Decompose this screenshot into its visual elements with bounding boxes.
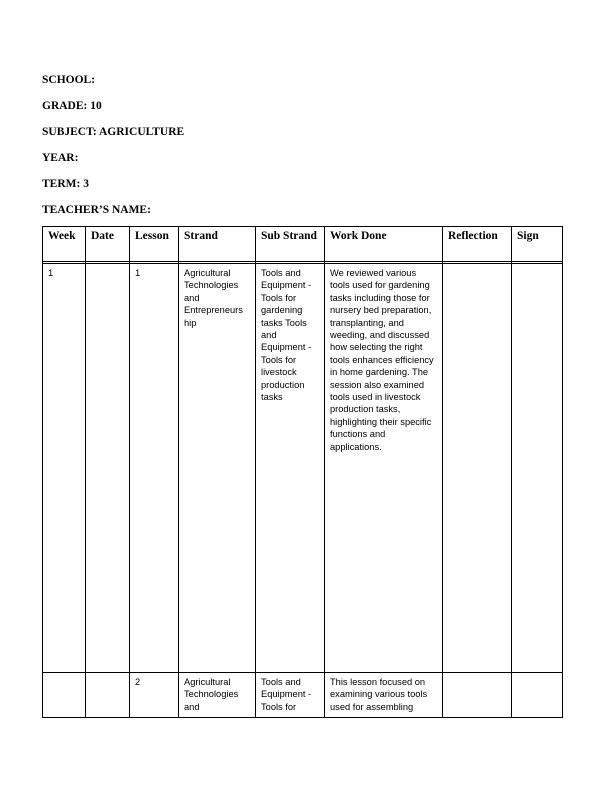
- reflection-cell: [443, 673, 512, 718]
- column-header-sign: Sign: [512, 227, 563, 262]
- lesson-cell: 1: [130, 264, 179, 673]
- date-cell: [86, 264, 130, 673]
- year-label: YEAR:: [42, 152, 79, 164]
- strand-cell: Agricultural Technologies and Entrepreneurs hip: [179, 264, 256, 673]
- school-label: SCHOOL:: [42, 74, 96, 86]
- subject-label: SUBJECT: AGRICULTURE: [42, 126, 185, 138]
- column-header-work-done: Work Done: [325, 227, 443, 262]
- column-header-reflection: Reflection: [443, 227, 512, 262]
- column-header-week: Week: [43, 227, 86, 262]
- column-header-strand: Strand: [179, 227, 256, 262]
- table-header-row: [43, 227, 563, 262]
- work-done-cell: This lesson focused on examining various tools used for assembling: [325, 673, 443, 718]
- table-row: [43, 264, 563, 673]
- column-header-date: Date: [86, 227, 130, 262]
- lesson-cell: 2: [130, 673, 179, 718]
- sign-cell: [512, 673, 563, 718]
- date-cell: [86, 673, 130, 718]
- grade-label: GRADE: 10: [42, 100, 102, 112]
- sub-strand-cell: Tools and Equipment - Tools for: [256, 673, 325, 718]
- term-label: TERM: 3: [42, 178, 89, 190]
- table-row: [43, 673, 563, 718]
- week-cell: 1: [43, 264, 86, 673]
- sub-strand-cell: Tools and Equipment - Tools for gardening tasks Tools and Equipment - Tools for livestock production tasks: [256, 264, 325, 673]
- sign-cell: [512, 264, 563, 673]
- column-header-sub-strand: Sub Strand: [256, 227, 325, 262]
- teacher-name-label: TEACHER’S NAME:: [42, 204, 151, 216]
- document-header: [42, 73, 184, 229]
- column-header-lesson: Lesson: [130, 227, 179, 262]
- reflection-cell: [443, 264, 512, 673]
- week-cell: [43, 673, 86, 718]
- strand-cell: Agricultural Technologies and: [179, 673, 256, 718]
- work-done-cell: We reviewed various tools used for gardening tasks including those for nursery bed preparation, transplanting, and weeding, and discussed how selecting the right tools enhances efficiency in home gardening. The session also examined tools used in livestock production tasks, highlighting their specific functions and applications.: [325, 264, 443, 673]
- record-of-work-table: [42, 226, 563, 718]
